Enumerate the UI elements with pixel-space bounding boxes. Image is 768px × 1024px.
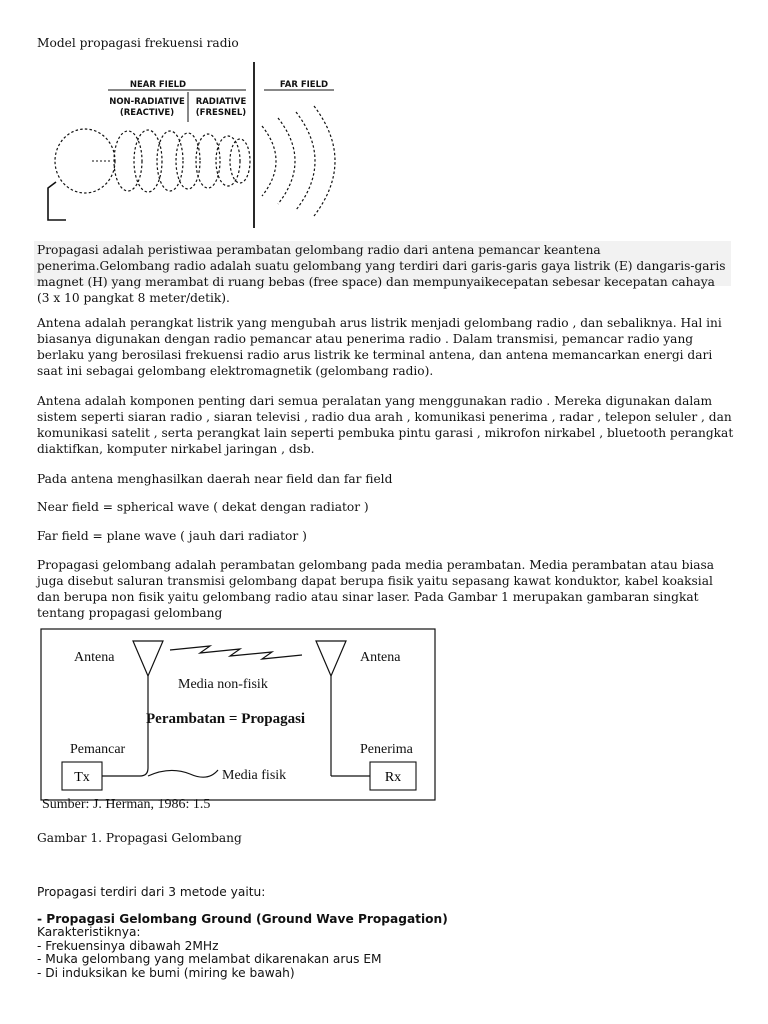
rx-label: Rx <box>384 770 402 785</box>
wave-propagation-paragraph: Propagasi gelombang adalah perambatan gelombang pada media perambatan. Media perambatan atau biasa juga disebut saluran transmisi gelombang dapat berupa fisik yaitu sepasang kawat konduktor, kabel koaksial dan berupa non fisik yaitu gelombang radio atau sinar laser. Pada Gambar 1 merupakan gambaran singkat tentang propagasi gelombang <box>37 558 715 620</box>
tx-label: Tx <box>74 770 90 785</box>
propagation-definition-paragraph: Propagasi adalah peristiwaa perambatan gelombang radio dari antena pemancar keantena penerima.Gelombang radio adalah suatu gelombang yang terdiri dari garis-garis gaya listrik (E) dangaris-garis magnet (H) yang merambat di ruang bebas (free space) dan mempunyaikecepatan sebesar kecepatan cahaya (3 x 10 pangkat 8 meter/detik). <box>34 241 731 286</box>
far-field-paragraph: Far field = plane wave ( jauh dari radiator ) <box>37 529 307 543</box>
figure-caption: Gambar 1. Propagasi Gelombang <box>37 831 242 845</box>
ground-wave-title: - Propagasi Gelombang Ground (Ground Wave Propagation) <box>37 912 448 926</box>
antenna-uses-paragraph: Antena adalah komponen penting dari semua peralatan yang menggunakan radio . Mereka digunakan dalam sistem seperti siaran radio , siaran televisi , radio dua arah , komunikasi penerima , radar , telepon seluler , dan komunikasi satelit , serta perangkat lain seperti pembuka pintu garasi , mikrofon nirkabel , bluetooth perangkat diaktifkan, komputer nirkabel jaringan , dsb. <box>37 394 734 456</box>
list-item: - Frekuensinya dibawah 2MHz <box>37 939 219 953</box>
reactive-label: (REACTIVE) <box>119 108 175 118</box>
propagation-title: Perambatan = Propagasi <box>146 711 306 727</box>
antena-left-label: Antena <box>74 650 115 665</box>
antenna-definition-paragraph: Antena adalah perangkat listrik yang mengubah arus listrik menjadi gelombang radio , dan sebaliknya. Hal ini biasanya digunakan dengan radio pemancar atau penerima radio . Dalam transmisi, pemancar radio yang berlaku yang berosilasi frekuensi radio arus listrik ke terminal antena, dan antena memancarkan energi dari saat ini sebagai gelombang elektromagnetik (gelombang radio). <box>37 316 722 378</box>
non-radiative-label: NON-RADIATIVE <box>109 97 185 107</box>
near-field-waves <box>55 129 250 193</box>
near-field-paragraph: Near field = spherical wave ( dekat dengan radiator ) <box>37 500 369 514</box>
media-fisik-label: Media fisik <box>222 768 287 783</box>
characteristics-label: Karakteristiknya: <box>37 925 141 939</box>
far-field-label: FAR FIELD <box>279 80 329 90</box>
media-nonfisik-label: Media non-fisik <box>178 677 268 692</box>
antenna-icon <box>48 182 66 220</box>
list-item: - Di induksikan ke bumi (miring ke bawah) <box>37 966 295 980</box>
page-heading: Model propagasi frekuensi radio <box>37 36 239 50</box>
penerima-label: Penerima <box>360 742 413 757</box>
propagation-diagram <box>40 628 436 801</box>
methods-intro: Propagasi terdiri dari 3 metode yaitu: <box>37 885 266 899</box>
near-field-label: NEAR FIELD <box>129 80 187 90</box>
near-far-field-diagram <box>40 60 360 232</box>
pemancar-label: Pemancar <box>70 742 126 757</box>
radiative-label: RADIATIVE <box>195 97 247 107</box>
antena-right-label: Antena <box>360 650 401 665</box>
fresnel-label: (FRESNEL) <box>195 108 247 118</box>
list-item: - Muka gelombang yang melambat dikarenakan arus EM <box>37 952 382 966</box>
near-far-intro-paragraph: Pada antena menghasilkan daerah near field dan far field <box>37 472 393 486</box>
far-field-waves <box>262 106 335 216</box>
figure-source: Sumber: J. Herman, 1986: 1.5 <box>42 797 211 812</box>
